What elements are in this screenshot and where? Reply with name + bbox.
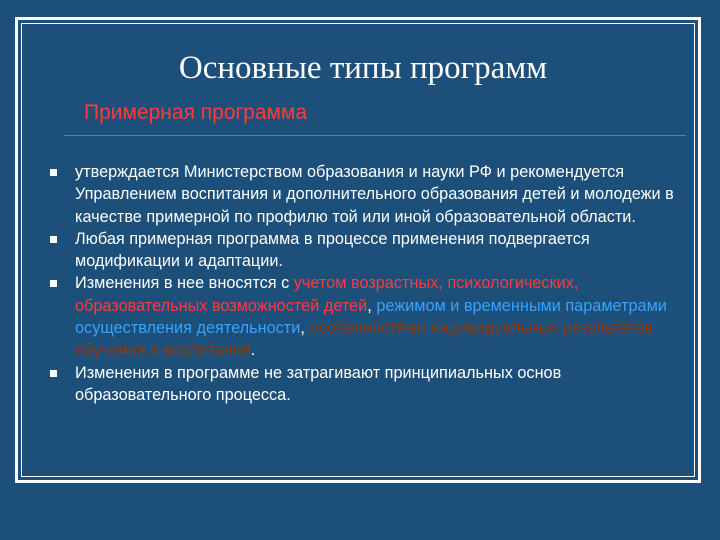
slide-title: Основные типы программ — [178, 50, 548, 86]
bullet-text: , — [367, 296, 377, 315]
highlight-age-psych: учетом возрастных, психологических, образовательных возможностей детей — [75, 274, 579, 315]
bullet-text: . — [250, 341, 256, 360]
subtitle-divider — [64, 135, 686, 136]
highlight-individual-results: особенностями индивидуальных результатов обучения и воспитания — [75, 319, 654, 360]
bullet-item — [50, 161, 682, 228]
bullet-text: , — [300, 319, 310, 338]
bullet-text: Изменения в нее вносятся с — [75, 274, 294, 293]
bullet-item — [50, 228, 682, 273]
square-bullet-icon — [50, 169, 57, 176]
bullet-text: Любая примерная программа в процессе применения подвергается модификации и адаптации. — [75, 229, 590, 271]
bullet-text: утверждается Министерством образования и науки РФ и рекомендуется Управлением воспитания и дополнительного образования детей и молодежи в качестве примерной по профилю той или иной образовательной области. — [75, 163, 674, 226]
bullet-item — [50, 272, 682, 361]
slide-subtitle: Примерная программа — [84, 101, 308, 124]
bullet-item — [50, 362, 682, 407]
bullet-text: Изменения в программе не затрагивают принципиальных основ образовательного процесса. — [75, 363, 562, 404]
bullet-list — [50, 161, 682, 406]
highlight-mode-time: режимом и временными параметрами осуществления деятельности — [75, 296, 667, 338]
square-bullet-icon — [50, 370, 57, 377]
square-bullet-icon — [50, 236, 57, 243]
square-bullet-icon — [50, 280, 57, 287]
